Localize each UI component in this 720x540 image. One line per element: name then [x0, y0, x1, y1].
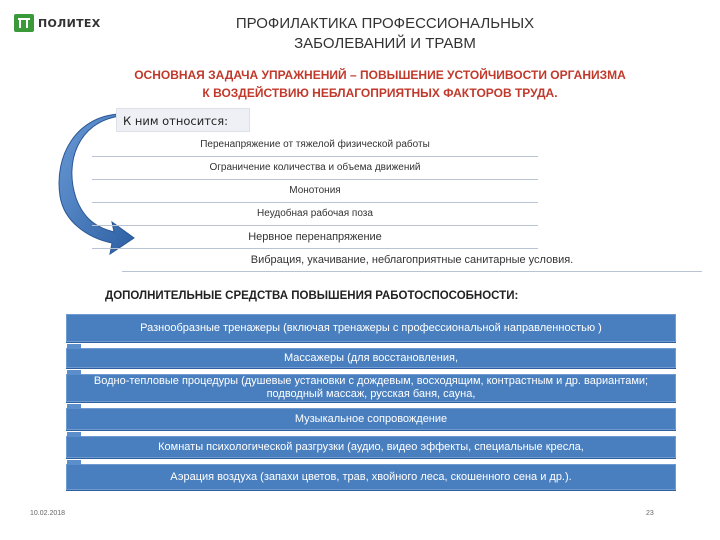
politeh-logo-icon: [14, 14, 34, 32]
means-item-label: Комнаты психологической разгрузки (аудио, видео эффекты, специальные кресла,: [158, 440, 584, 453]
means-item: [66, 314, 676, 342]
means-item-label: Водно-тепловые процедуры (душевые установки с дождевым, восходящим, контрастным и др. вариантами; подводный массаж, русская баня, сауна,: [93, 375, 649, 400]
means-item-tab: [67, 370, 81, 375]
main-task-line-2: К ВОЗДЕЙСТВИЮ НЕБЛАГОПРИЯТНЫХ ФАКТОРОВ ТРУДА.: [202, 86, 558, 100]
factor-item: Монотония: [92, 180, 538, 203]
main-task-line-1: ОСНОВНАЯ ЗАДАЧА УПРАЖНЕНИЙ – ПОВЫШЕНИЕ УСТОЙЧИВОСТИ ОРГАНИЗМА: [134, 68, 626, 82]
means-item: [66, 464, 676, 490]
main-task: [70, 66, 690, 102]
means-item: [66, 436, 676, 458]
means-item-label: Музыкальное сопровождение: [294, 412, 448, 425]
means-item: [66, 348, 676, 368]
logo: [14, 12, 101, 34]
extra-means-title: ДОПОЛНИТЕЛЬНЫЕ СРЕДСТВА ПОВЫШЕНИЯ РАБОТОСПОСОБНОСТИ:: [105, 290, 519, 302]
means-item-tab: [67, 432, 81, 437]
page-number: 23: [646, 510, 654, 517]
page-title: ПРОФИЛАКТИКА ПРОФЕССИОНАЛЬНЫХ ЗАБОЛЕВАНИЙ И ТРАВМ: [235, 15, 535, 52]
factor-item: Неудобная рабочая поза: [92, 203, 538, 226]
means-list: [66, 314, 676, 494]
relates-label: К ним относится:: [116, 108, 250, 132]
factor-item: Перенапряжение от тяжелой физической работы: [92, 134, 538, 157]
means-item-tab: [67, 404, 81, 409]
factors-list: [92, 134, 574, 272]
factor-item: Вибрация, укачивание, неблагоприятные санитарные условия.: [122, 249, 702, 272]
means-item-label: Разнообразные тренажеры (включая тренажеры с профессиональной направленностью ): [140, 321, 602, 334]
means-item-tab: [67, 460, 81, 465]
means-item: [66, 408, 676, 430]
factor-item: Ограничение количества и объема движений: [92, 157, 538, 180]
footer-date: 10.02.2018: [30, 510, 66, 517]
means-item-label: Аэрация воздуха (запахи цветов, трав, хвойного леса, скошенного сена и др.).: [170, 470, 572, 483]
means-item-tab: [67, 344, 81, 349]
logo-text: ПОЛИТЕХ: [38, 16, 101, 30]
factor-item: Нервное перенапряжение: [92, 226, 538, 249]
means-item: [66, 374, 676, 402]
means-item-label: Массажеры (для восстановления,: [283, 351, 458, 364]
